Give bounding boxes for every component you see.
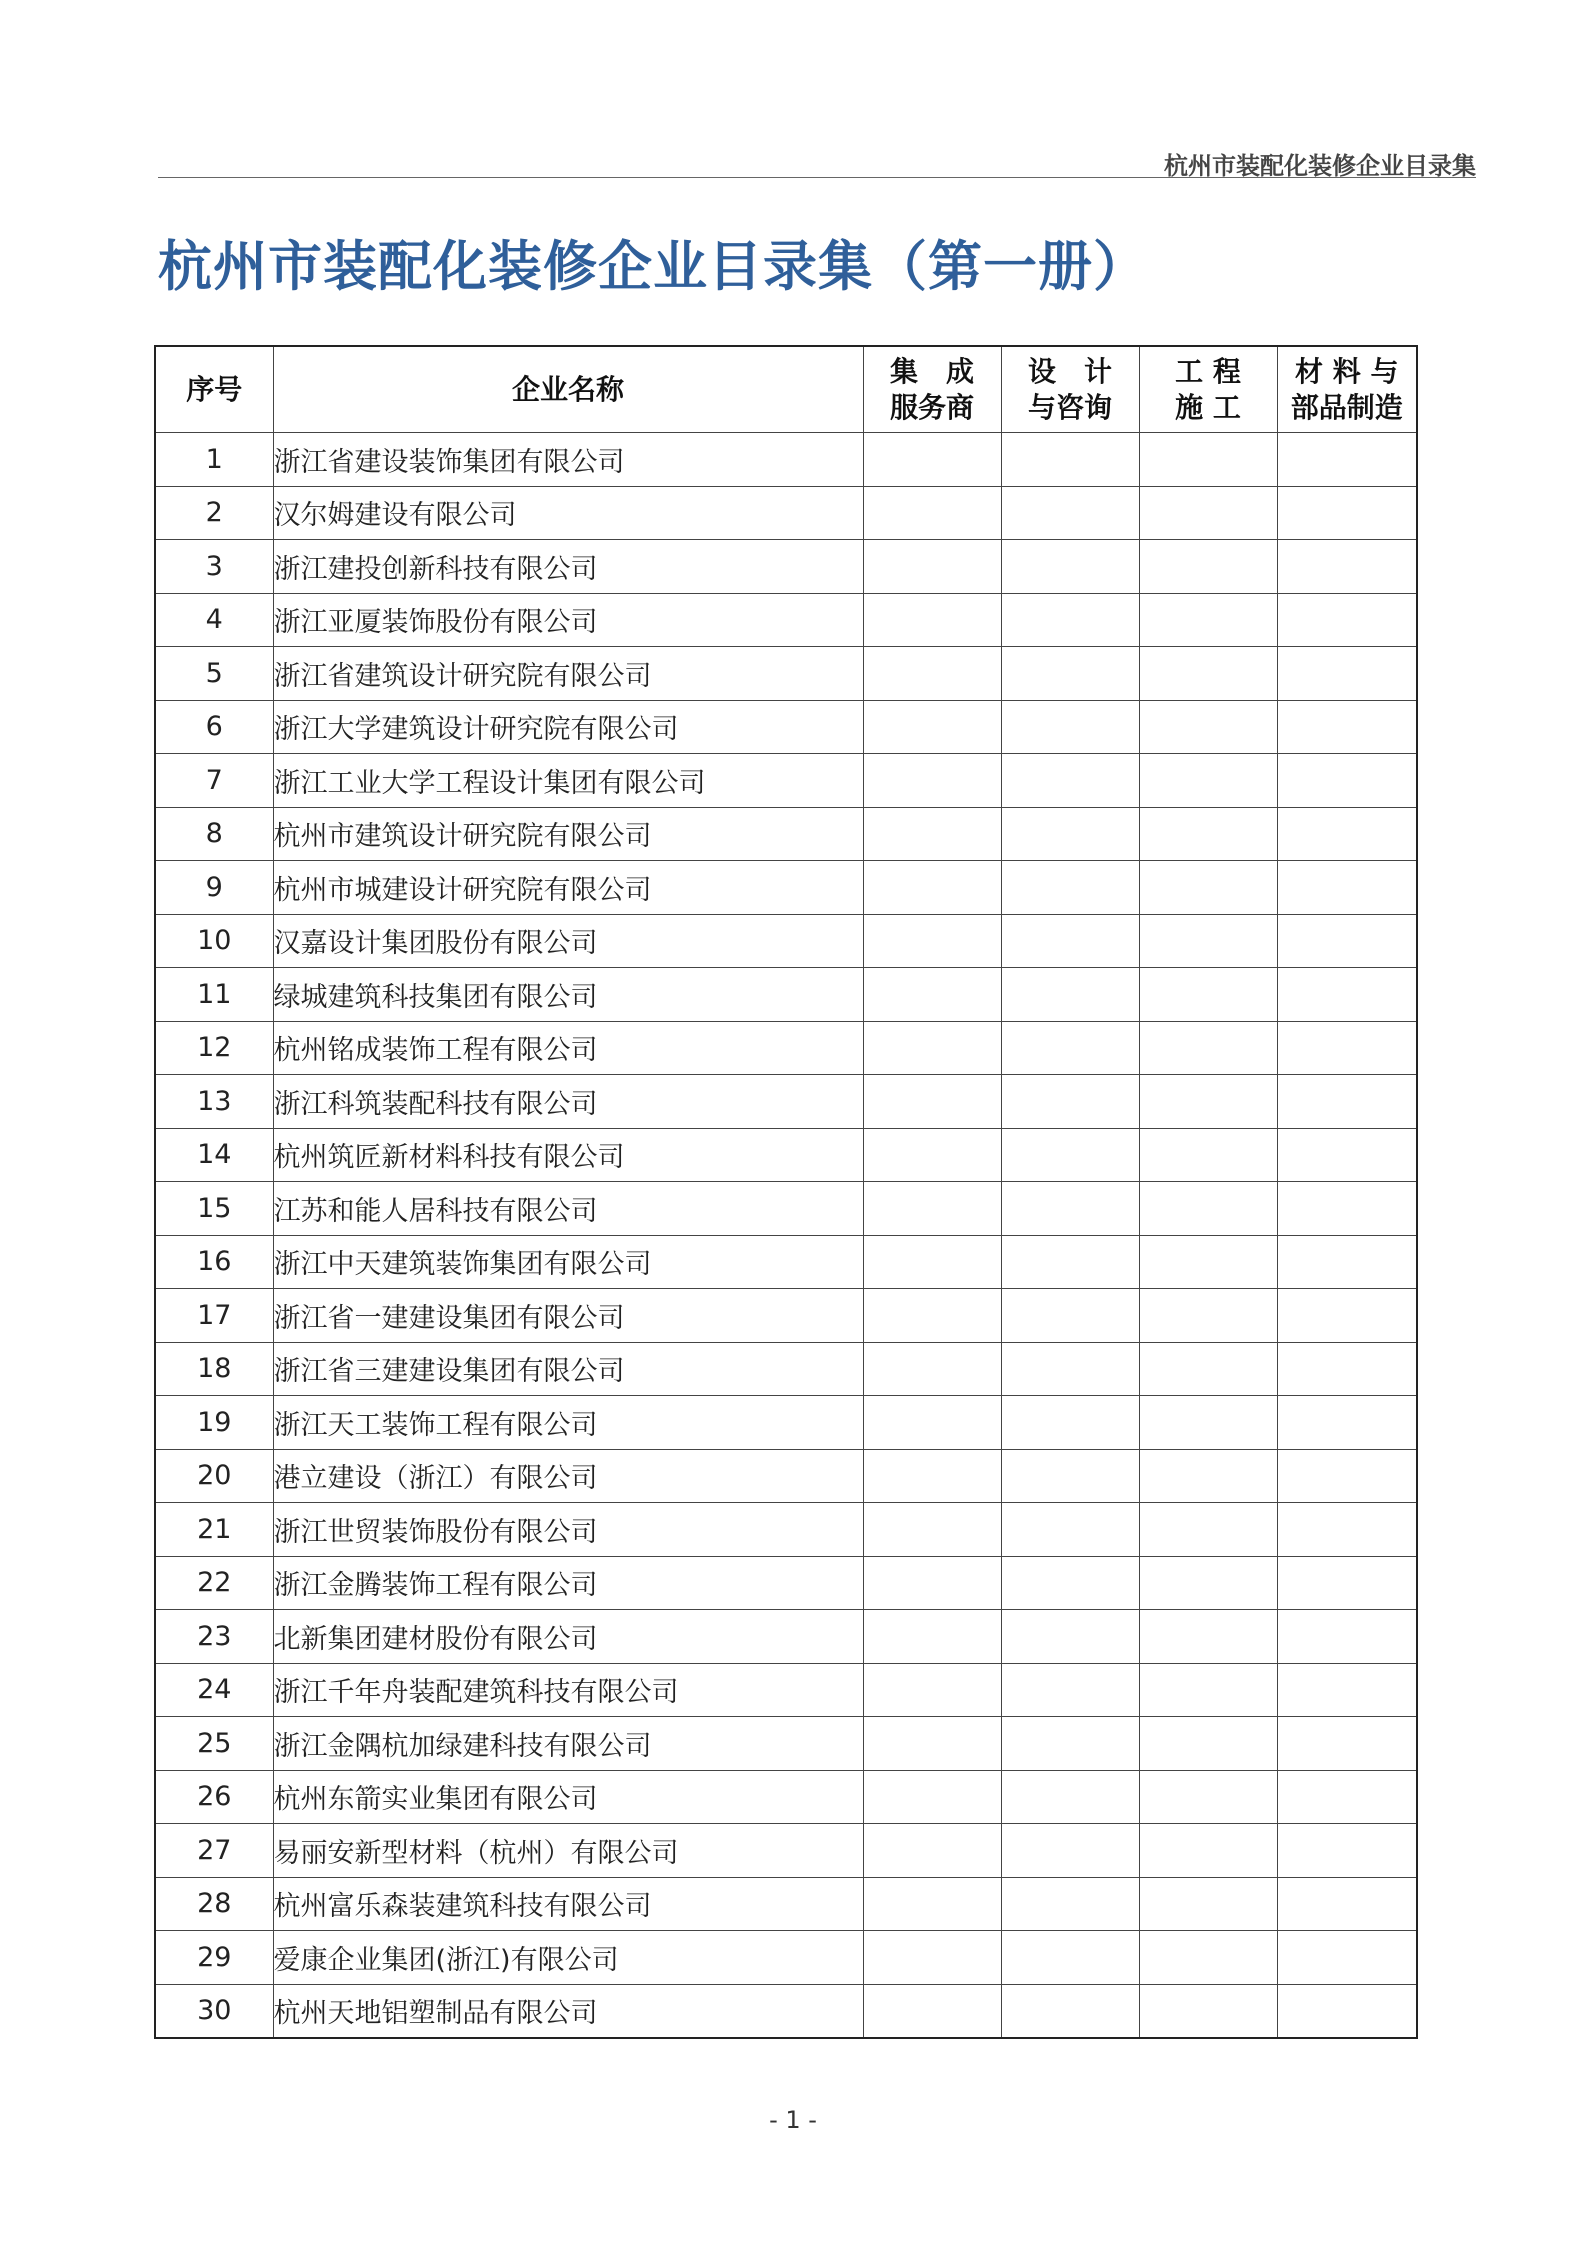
row-index: 17 (155, 1289, 273, 1343)
check-cell-construction (1139, 1075, 1277, 1129)
check-cell-integrated-service (863, 1556, 1001, 1610)
header-construction-line2: 施 工 (1175, 390, 1241, 424)
company-name: 江苏和能人居科技有限公司 (273, 1182, 863, 1236)
check-cell-integrated-service (863, 1289, 1001, 1343)
row-index: 7 (155, 754, 273, 808)
check-cell-design-consulting (1001, 1931, 1139, 1985)
table-row (155, 1342, 1417, 1396)
check-cell-integrated-service (863, 647, 1001, 701)
header-design-consulting-line1: 设 计 (1027, 354, 1112, 388)
check-cell-materials-manufacturing (1277, 914, 1417, 968)
check-cell-construction (1139, 1984, 1277, 2038)
check-cell-integrated-service (863, 1877, 1001, 1931)
header-materials-line2: 部品制造 (1290, 390, 1403, 424)
check-cell-construction (1139, 1128, 1277, 1182)
check-cell-construction (1139, 807, 1277, 861)
check-cell-materials-manufacturing (1277, 1235, 1417, 1289)
check-cell-construction (1139, 593, 1277, 647)
check-cell-construction (1139, 1182, 1277, 1236)
check-cell-design-consulting (1001, 486, 1139, 540)
check-cell-construction (1139, 1877, 1277, 1931)
check-cell-materials-manufacturing (1277, 647, 1417, 701)
check-cell-materials-manufacturing (1277, 1503, 1417, 1557)
header-divider (158, 177, 1476, 178)
table-row (155, 1235, 1417, 1289)
table-row (155, 1610, 1417, 1664)
row-index: 4 (155, 593, 273, 647)
row-index: 22 (155, 1556, 273, 1610)
check-cell-design-consulting (1001, 754, 1139, 808)
header-materials-manufacturing (1277, 346, 1417, 433)
row-index: 29 (155, 1931, 273, 1985)
check-cell-materials-manufacturing (1277, 1396, 1417, 1450)
check-cell-design-consulting (1001, 1610, 1139, 1664)
check-cell-construction (1139, 861, 1277, 915)
table-row (155, 1396, 1417, 1450)
check-cell-design-consulting (1001, 1396, 1139, 1450)
row-index: 21 (155, 1503, 273, 1557)
check-cell-materials-manufacturing (1277, 1877, 1417, 1931)
check-cell-materials-manufacturing (1277, 1931, 1417, 1985)
table-row (155, 486, 1417, 540)
row-index: 27 (155, 1824, 273, 1878)
check-cell-design-consulting (1001, 540, 1139, 594)
check-cell-integrated-service (863, 914, 1001, 968)
header-index: 序号 (155, 346, 273, 433)
check-cell-integrated-service (863, 861, 1001, 915)
table-row (155, 1289, 1417, 1343)
check-cell-design-consulting (1001, 433, 1139, 487)
company-name: 浙江天工装饰工程有限公司 (273, 1396, 863, 1450)
row-index: 2 (155, 486, 273, 540)
table-row (155, 807, 1417, 861)
row-index: 6 (155, 700, 273, 754)
check-cell-integrated-service (863, 433, 1001, 487)
table-row (155, 1931, 1417, 1985)
table-row (155, 968, 1417, 1022)
row-index: 14 (155, 1128, 273, 1182)
page-number: - 1 - (769, 2106, 817, 2134)
check-cell-design-consulting (1001, 1449, 1139, 1503)
row-index: 11 (155, 968, 273, 1022)
row-index: 1 (155, 433, 273, 487)
company-name: 爱康企业集团(浙江)有限公司 (273, 1931, 863, 1985)
check-cell-design-consulting (1001, 1556, 1139, 1610)
company-name: 港立建设（浙江）有限公司 (273, 1449, 863, 1503)
check-cell-integrated-service (863, 1610, 1001, 1664)
check-cell-design-consulting (1001, 1342, 1139, 1396)
row-index: 13 (155, 1075, 273, 1129)
check-cell-materials-manufacturing (1277, 486, 1417, 540)
header-integrated-service-line2: 服务商 (889, 390, 974, 424)
row-index: 19 (155, 1396, 273, 1450)
table-row (155, 1182, 1417, 1236)
check-cell-construction (1139, 433, 1277, 487)
check-cell-construction (1139, 1342, 1277, 1396)
row-index: 26 (155, 1770, 273, 1824)
company-name: 浙江世贸装饰股份有限公司 (273, 1503, 863, 1557)
check-cell-integrated-service (863, 1503, 1001, 1557)
header-integrated-service (863, 346, 1001, 433)
table-row (155, 1128, 1417, 1182)
check-cell-materials-manufacturing (1277, 1770, 1417, 1824)
check-cell-integrated-service (863, 1128, 1001, 1182)
check-cell-integrated-service (863, 486, 1001, 540)
check-cell-materials-manufacturing (1277, 540, 1417, 594)
company-name: 浙江省建设装饰集团有限公司 (273, 433, 863, 487)
row-index: 15 (155, 1182, 273, 1236)
company-name: 浙江中天建筑装饰集团有限公司 (273, 1235, 863, 1289)
check-cell-construction (1139, 1449, 1277, 1503)
check-cell-construction (1139, 1396, 1277, 1450)
table-header-row (155, 346, 1417, 433)
table-row (155, 700, 1417, 754)
check-cell-design-consulting (1001, 914, 1139, 968)
header-design-consulting (1001, 346, 1139, 433)
check-cell-integrated-service (863, 1396, 1001, 1450)
check-cell-materials-manufacturing (1277, 1021, 1417, 1075)
check-cell-integrated-service (863, 1182, 1001, 1236)
company-name: 浙江省建筑设计研究院有限公司 (273, 647, 863, 701)
check-cell-integrated-service (863, 807, 1001, 861)
table-row (155, 1449, 1417, 1503)
check-cell-design-consulting (1001, 700, 1139, 754)
check-cell-integrated-service (863, 593, 1001, 647)
table-row (155, 1717, 1417, 1771)
check-cell-integrated-service (863, 1449, 1001, 1503)
row-index: 25 (155, 1717, 273, 1771)
table-row (155, 1556, 1417, 1610)
row-index: 18 (155, 1342, 273, 1396)
check-cell-construction (1139, 1021, 1277, 1075)
row-index: 23 (155, 1610, 273, 1664)
check-cell-construction (1139, 1717, 1277, 1771)
check-cell-design-consulting (1001, 1289, 1139, 1343)
page-title: 杭州市装配化装修企业目录集（第一册） (158, 235, 1148, 298)
table-row (155, 1663, 1417, 1717)
check-cell-integrated-service (863, 1984, 1001, 2038)
check-cell-materials-manufacturing (1277, 1289, 1417, 1343)
check-cell-materials-manufacturing (1277, 968, 1417, 1022)
company-name: 浙江建投创新科技有限公司 (273, 540, 863, 594)
company-name: 浙江省一建建设集团有限公司 (273, 1289, 863, 1343)
check-cell-design-consulting (1001, 1770, 1139, 1824)
check-cell-integrated-service (863, 1235, 1001, 1289)
check-cell-design-consulting (1001, 1663, 1139, 1717)
table-row (155, 914, 1417, 968)
row-index: 16 (155, 1235, 273, 1289)
check-cell-integrated-service (863, 1342, 1001, 1396)
company-name: 绿城建筑科技集团有限公司 (273, 968, 863, 1022)
check-cell-integrated-service (863, 1824, 1001, 1878)
check-cell-integrated-service (863, 1717, 1001, 1771)
row-index: 8 (155, 807, 273, 861)
check-cell-materials-manufacturing (1277, 593, 1417, 647)
company-name: 汉嘉设计集团股份有限公司 (273, 914, 863, 968)
header-materials-line1: 材 料 与 (1295, 354, 1399, 388)
company-name: 杭州东箭实业集团有限公司 (273, 1770, 863, 1824)
header-integrated-service-line1: 集 成 (889, 354, 974, 388)
row-index: 9 (155, 861, 273, 915)
check-cell-construction (1139, 914, 1277, 968)
check-cell-materials-manufacturing (1277, 1128, 1417, 1182)
check-cell-integrated-service (863, 1770, 1001, 1824)
row-index: 20 (155, 1449, 273, 1503)
check-cell-design-consulting (1001, 1503, 1139, 1557)
row-index: 30 (155, 1984, 273, 2038)
row-index: 28 (155, 1877, 273, 1931)
company-name: 浙江大学建筑设计研究院有限公司 (273, 700, 863, 754)
company-name: 易丽安新型材料（杭州）有限公司 (273, 1824, 863, 1878)
running-header: 杭州市装配化装修企业目录集 (1164, 152, 1476, 180)
check-cell-construction (1139, 968, 1277, 1022)
company-name: 浙江亚厦装饰股份有限公司 (273, 593, 863, 647)
table-row (155, 593, 1417, 647)
check-cell-construction (1139, 1235, 1277, 1289)
header-construction (1139, 346, 1277, 433)
check-cell-integrated-service (863, 968, 1001, 1022)
table-row (155, 1877, 1417, 1931)
check-cell-design-consulting (1001, 861, 1139, 915)
table-row (155, 861, 1417, 915)
table-row (155, 1075, 1417, 1129)
table-row (155, 1021, 1417, 1075)
table-row (155, 1824, 1417, 1878)
check-cell-materials-manufacturing (1277, 807, 1417, 861)
company-table (154, 345, 1418, 2039)
check-cell-design-consulting (1001, 1235, 1139, 1289)
check-cell-design-consulting (1001, 1984, 1139, 2038)
check-cell-materials-manufacturing (1277, 1984, 1417, 2038)
check-cell-integrated-service (863, 1931, 1001, 1985)
check-cell-integrated-service (863, 1075, 1001, 1129)
check-cell-materials-manufacturing (1277, 433, 1417, 487)
check-cell-design-consulting (1001, 1717, 1139, 1771)
check-cell-construction (1139, 540, 1277, 594)
company-name: 杭州市城建设计研究院有限公司 (273, 861, 863, 915)
check-cell-construction (1139, 1824, 1277, 1878)
check-cell-materials-manufacturing (1277, 1556, 1417, 1610)
check-cell-design-consulting (1001, 1128, 1139, 1182)
company-name: 汉尔姆建设有限公司 (273, 486, 863, 540)
company-name: 杭州筑匠新材料科技有限公司 (273, 1128, 863, 1182)
company-name: 浙江千年舟装配建筑科技有限公司 (273, 1663, 863, 1717)
header-design-consulting-line2: 与咨询 (1027, 390, 1112, 424)
check-cell-design-consulting (1001, 968, 1139, 1022)
check-cell-materials-manufacturing (1277, 861, 1417, 915)
row-index: 10 (155, 914, 273, 968)
check-cell-construction (1139, 700, 1277, 754)
table-row (155, 754, 1417, 808)
check-cell-construction (1139, 1770, 1277, 1824)
check-cell-materials-manufacturing (1277, 1449, 1417, 1503)
check-cell-materials-manufacturing (1277, 700, 1417, 754)
table-row (155, 433, 1417, 487)
check-cell-construction (1139, 754, 1277, 808)
company-name: 杭州市建筑设计研究院有限公司 (273, 807, 863, 861)
table-row (155, 1984, 1417, 2038)
check-cell-integrated-service (863, 700, 1001, 754)
company-name: 浙江金隅杭加绿建科技有限公司 (273, 1717, 863, 1771)
company-name: 浙江工业大学工程设计集团有限公司 (273, 754, 863, 808)
header-company-name: 企业名称 (273, 346, 863, 433)
check-cell-integrated-service (863, 1021, 1001, 1075)
company-name: 北新集团建材股份有限公司 (273, 1610, 863, 1664)
row-index: 3 (155, 540, 273, 594)
check-cell-integrated-service (863, 754, 1001, 808)
row-index: 5 (155, 647, 273, 701)
check-cell-materials-manufacturing (1277, 1663, 1417, 1717)
table-row (155, 1770, 1417, 1824)
check-cell-materials-manufacturing (1277, 1342, 1417, 1396)
check-cell-design-consulting (1001, 647, 1139, 701)
check-cell-materials-manufacturing (1277, 1824, 1417, 1878)
row-index: 12 (155, 1021, 273, 1075)
check-cell-construction (1139, 486, 1277, 540)
check-cell-construction (1139, 1663, 1277, 1717)
company-name: 杭州富乐森装建筑科技有限公司 (273, 1877, 863, 1931)
check-cell-materials-manufacturing (1277, 1717, 1417, 1771)
company-name: 浙江省三建建设集团有限公司 (273, 1342, 863, 1396)
company-name: 浙江科筑装配科技有限公司 (273, 1075, 863, 1129)
table-row (155, 540, 1417, 594)
check-cell-materials-manufacturing (1277, 1610, 1417, 1664)
check-cell-integrated-service (863, 540, 1001, 594)
check-cell-design-consulting (1001, 1824, 1139, 1878)
company-name: 浙江金腾装饰工程有限公司 (273, 1556, 863, 1610)
check-cell-construction (1139, 1931, 1277, 1985)
check-cell-materials-manufacturing (1277, 754, 1417, 808)
company-name: 杭州天地铝塑制品有限公司 (273, 1984, 863, 2038)
check-cell-construction (1139, 647, 1277, 701)
check-cell-construction (1139, 1503, 1277, 1557)
check-cell-design-consulting (1001, 1877, 1139, 1931)
check-cell-integrated-service (863, 1663, 1001, 1717)
company-name: 杭州铭成装饰工程有限公司 (273, 1021, 863, 1075)
check-cell-materials-manufacturing (1277, 1075, 1417, 1129)
check-cell-construction (1139, 1610, 1277, 1664)
check-cell-design-consulting (1001, 1182, 1139, 1236)
row-index: 24 (155, 1663, 273, 1717)
check-cell-design-consulting (1001, 1021, 1139, 1075)
check-cell-design-consulting (1001, 1075, 1139, 1129)
check-cell-materials-manufacturing (1277, 1182, 1417, 1236)
check-cell-construction (1139, 1289, 1277, 1343)
table-body (155, 433, 1417, 2039)
check-cell-construction (1139, 1556, 1277, 1610)
table-row (155, 1503, 1417, 1557)
check-cell-design-consulting (1001, 593, 1139, 647)
header-construction-line1: 工 程 (1175, 354, 1241, 388)
table-row (155, 647, 1417, 701)
check-cell-design-consulting (1001, 807, 1139, 861)
